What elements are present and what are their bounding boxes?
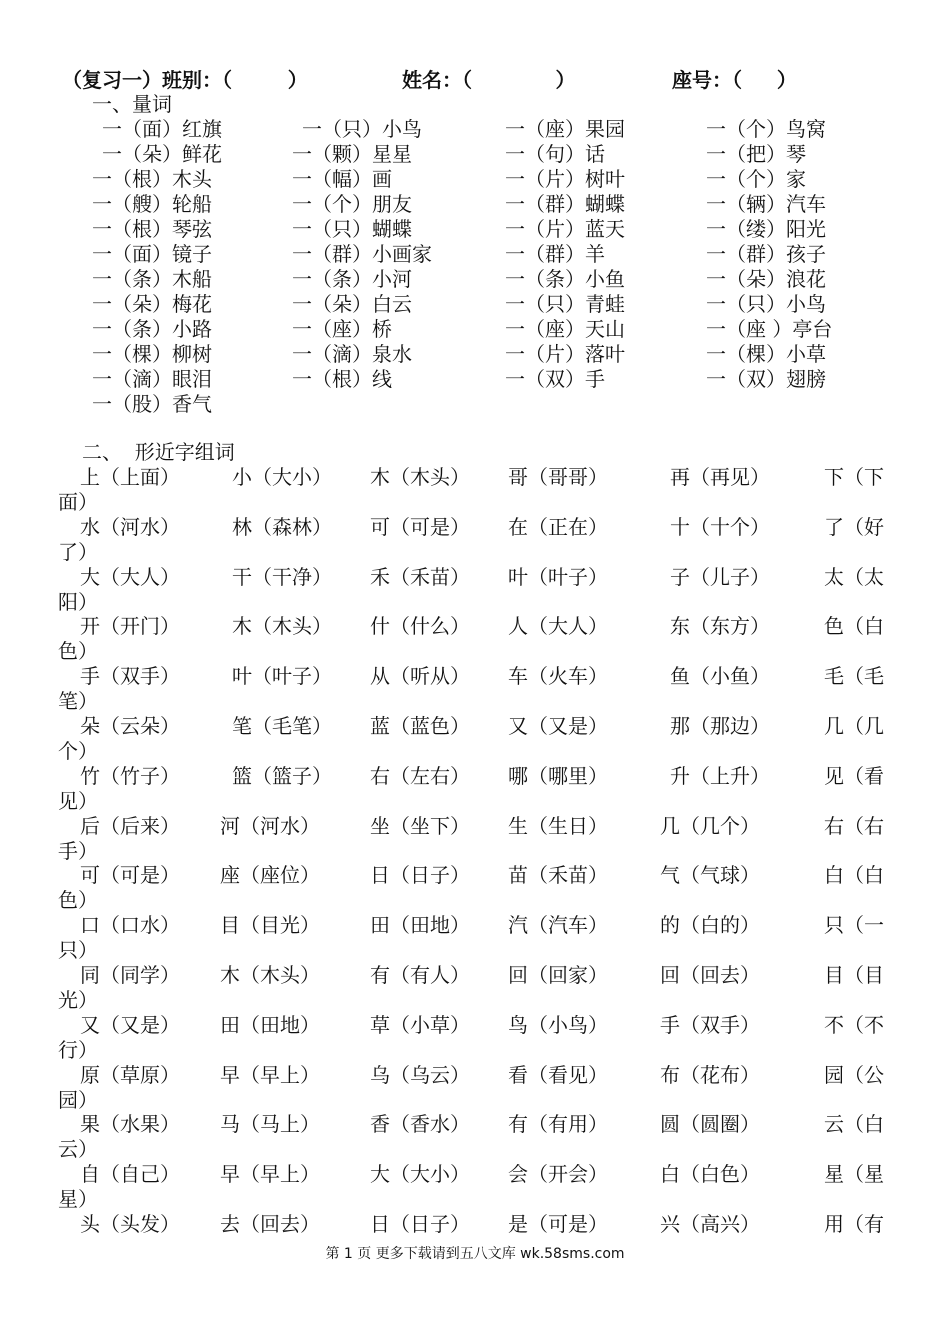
similar-char-row bbox=[0, 1112, 950, 1162]
similar-char-row bbox=[0, 565, 950, 615]
similar-char-item: 鱼（小鱼） bbox=[670, 664, 770, 688]
measure-word-row bbox=[0, 242, 950, 267]
similar-char-item: 篮（篮子） bbox=[232, 764, 332, 788]
similar-char-row bbox=[0, 1063, 950, 1113]
similar-char-row bbox=[0, 465, 950, 515]
measure-word-item: 一（个）鸟窝 bbox=[706, 117, 826, 141]
similar-char-item: 目（目 bbox=[824, 963, 884, 987]
similar-char-item: 有（有用） bbox=[508, 1112, 608, 1136]
similar-char-item: 那（那边） bbox=[670, 714, 770, 738]
measure-word-item: 一（片）落叶 bbox=[505, 342, 625, 366]
similar-char-item: 木（木头） bbox=[220, 963, 320, 987]
similar-char-item: 下（下 bbox=[824, 465, 884, 489]
measure-word-row bbox=[0, 317, 950, 342]
similar-char-item: 右（左右） bbox=[370, 764, 470, 788]
measure-word-row bbox=[0, 342, 950, 367]
similar-char-item: 大（大人） bbox=[80, 565, 180, 589]
measure-word-item: 一（滴）眼泪 bbox=[92, 367, 212, 391]
measure-word-item: 一（棵）小草 bbox=[706, 342, 826, 366]
similar-char-item: 座（座位） bbox=[220, 863, 320, 887]
measure-word-item: 一（双）翅膀 bbox=[706, 367, 826, 391]
measure-word-item: 一（片）树叶 bbox=[505, 167, 625, 191]
similar-char-item: 鸟（小鸟） bbox=[508, 1013, 608, 1037]
measure-word-item: 一（只）蝴蝶 bbox=[292, 217, 412, 241]
similar-char-wrap: 行） bbox=[58, 1038, 98, 1062]
similar-char-item: 马（马上） bbox=[220, 1112, 320, 1136]
name-field: 姓名：（ ） bbox=[402, 68, 576, 92]
measure-word-item: 一（面）镜子 bbox=[92, 242, 212, 266]
measure-word-item: 一（只）小鸟 bbox=[706, 292, 826, 316]
similar-char-item: 有（有人） bbox=[370, 963, 470, 987]
section-similar-chars-title: 二、 形近字组词 bbox=[82, 440, 235, 464]
measure-word-item: 一（根）木头 bbox=[92, 167, 212, 191]
measure-word-item: 一（朵）白云 bbox=[292, 292, 412, 316]
similar-char-item: 笔（毛笔） bbox=[232, 714, 332, 738]
similar-char-item: 用（有 bbox=[824, 1212, 884, 1236]
similar-char-item: 禾（禾苗） bbox=[370, 565, 470, 589]
similar-char-item: 又（又是） bbox=[508, 714, 608, 738]
similar-char-item: 星（星 bbox=[824, 1162, 884, 1186]
measure-word-row bbox=[0, 192, 950, 217]
similar-char-wrap: 手） bbox=[58, 839, 98, 863]
similar-char-item: 子（儿子） bbox=[670, 565, 770, 589]
similar-char-item: 气（气球） bbox=[660, 863, 760, 887]
similar-char-item: 香（香水） bbox=[370, 1112, 470, 1136]
similar-char-item: 只（一 bbox=[824, 913, 884, 937]
worksheet-header bbox=[62, 66, 797, 94]
similar-char-item: 回（回家） bbox=[508, 963, 608, 987]
similar-char-item: 园（公 bbox=[824, 1063, 884, 1087]
measure-word-item: 一（缕）阳光 bbox=[706, 217, 826, 241]
similar-char-wrap: 光） bbox=[58, 988, 98, 1012]
measure-word-item: 一（根）琴弦 bbox=[92, 217, 212, 241]
similar-char-item: 口（口水） bbox=[80, 913, 180, 937]
measure-word-row bbox=[0, 142, 950, 167]
measure-word-item: 一（条）木船 bbox=[92, 267, 212, 291]
similar-char-wrap: 色） bbox=[58, 888, 98, 912]
similar-char-item: 的（白的） bbox=[660, 913, 760, 937]
similar-char-item: 日（日子） bbox=[370, 863, 470, 887]
similar-char-item: 大（大小） bbox=[370, 1162, 470, 1186]
measure-word-item: 一（座）天山 bbox=[505, 317, 625, 341]
similar-char-item: 上（上面） bbox=[80, 465, 180, 489]
measure-word-item: 一（根）线 bbox=[292, 367, 392, 391]
similar-char-item: 日（日子） bbox=[370, 1212, 470, 1236]
similar-char-item: 后（后来） bbox=[80, 814, 180, 838]
measure-word-item: 一（群）蝴蝶 bbox=[505, 192, 625, 216]
similar-char-item: 从（听从） bbox=[370, 664, 470, 688]
measure-word-item: 一（只）青蛙 bbox=[505, 292, 625, 316]
measure-word-item: 一（座）桥 bbox=[292, 317, 392, 341]
similar-char-item: 早（早上） bbox=[220, 1063, 320, 1087]
measure-word-item: 一（朵）浪花 bbox=[706, 267, 826, 291]
similar-char-item: 木（木头） bbox=[370, 465, 470, 489]
similar-char-item: 哥（哥哥） bbox=[508, 465, 608, 489]
similar-char-wrap: 了） bbox=[58, 540, 98, 564]
measure-word-item: 一（棵）柳树 bbox=[92, 342, 212, 366]
similar-char-item: 布（花布） bbox=[660, 1063, 760, 1087]
measure-word-item: 一（群）孩子 bbox=[706, 242, 826, 266]
measure-word-item: 一（群）羊 bbox=[505, 242, 605, 266]
measure-word-item: 一（条）小河 bbox=[292, 267, 412, 291]
measure-word-item: 一（个）朋友 bbox=[292, 192, 412, 216]
similar-char-item: 看（看见） bbox=[508, 1063, 608, 1087]
similar-char-item: 兴（高兴） bbox=[660, 1212, 760, 1236]
similar-char-wrap: 面） bbox=[58, 490, 98, 514]
similar-char-item: 朵（云朵） bbox=[80, 714, 180, 738]
measure-word-item: 一（个）家 bbox=[706, 167, 806, 191]
measure-word-item: 一（辆）汽车 bbox=[706, 192, 826, 216]
similar-char-item: 竹（竹子） bbox=[80, 764, 180, 788]
similar-char-item: 哪（哪里） bbox=[508, 764, 608, 788]
similar-char-item: 毛（毛 bbox=[824, 664, 884, 688]
similar-char-row bbox=[0, 614, 950, 664]
measure-word-item: 一（朵）鲜花 bbox=[102, 142, 222, 166]
similar-char-item: 水（河水） bbox=[80, 515, 180, 539]
seat-field: 座号：（ ） bbox=[672, 68, 797, 92]
measure-word-item: 一（艘）轮船 bbox=[92, 192, 212, 216]
similar-char-row bbox=[0, 515, 950, 565]
similar-char-item: 果（水果） bbox=[80, 1112, 180, 1136]
measure-word-item: 一（群）小画家 bbox=[292, 242, 432, 266]
similar-char-item: 叶（叶子） bbox=[508, 565, 608, 589]
similar-char-item: 开（开门） bbox=[80, 614, 180, 638]
similar-char-item: 在（正在） bbox=[508, 515, 608, 539]
similar-char-item: 可（可是） bbox=[370, 515, 470, 539]
similar-char-item: 再（再见） bbox=[670, 465, 770, 489]
measure-word-row bbox=[0, 367, 950, 392]
similar-char-item: 色（白 bbox=[824, 614, 884, 638]
similar-char-item: 原（草原） bbox=[80, 1063, 180, 1087]
page-footer: 第 1 页 更多下载请到五八文库 wk.58sms.com bbox=[325, 1246, 625, 1262]
similar-char-row bbox=[0, 1162, 950, 1212]
similar-char-item: 叶（叶子） bbox=[232, 664, 332, 688]
measure-word-item: 一（句）话 bbox=[505, 142, 605, 166]
similar-char-row bbox=[0, 664, 950, 714]
measure-word-item: 一（座）果园 bbox=[505, 117, 625, 141]
similar-char-wrap: 个） bbox=[58, 739, 98, 763]
similar-char-item: 了（好 bbox=[824, 515, 884, 539]
measure-word-row bbox=[0, 267, 950, 292]
measure-word-item: 一（座 ）亭台 bbox=[706, 317, 833, 341]
similar-char-item: 什（什么） bbox=[370, 614, 470, 638]
similar-char-item: 几（几 bbox=[824, 714, 884, 738]
similar-char-item: 又（又是） bbox=[80, 1013, 180, 1037]
similar-char-item: 云（白 bbox=[824, 1112, 884, 1136]
similar-char-wrap: 阳） bbox=[58, 590, 98, 614]
section-measure-words-title: 一、量词 bbox=[92, 92, 172, 116]
measure-word-item: 一（条）小路 bbox=[92, 317, 212, 341]
similar-char-row bbox=[0, 863, 950, 913]
measure-word-row bbox=[0, 292, 950, 317]
measure-word-item: 一（条）小鱼 bbox=[505, 267, 625, 291]
measure-word-item: 一（幅）画 bbox=[292, 167, 392, 191]
measure-word-item: 一（股）香气 bbox=[92, 392, 212, 416]
similar-char-item: 是（可是） bbox=[508, 1212, 608, 1236]
similar-char-row bbox=[0, 814, 950, 864]
similar-char-item: 苗（禾苗） bbox=[508, 863, 608, 887]
similar-char-item: 坐（坐下） bbox=[370, 814, 470, 838]
measure-word-row bbox=[0, 167, 950, 192]
similar-char-item: 白（白色） bbox=[660, 1162, 760, 1186]
similar-char-item: 干（干净） bbox=[232, 565, 332, 589]
similar-char-item: 东（东方） bbox=[670, 614, 770, 638]
similar-char-wrap: 色） bbox=[58, 639, 98, 663]
similar-char-item: 草（小草） bbox=[370, 1013, 470, 1037]
similar-char-item: 田（田地） bbox=[370, 913, 470, 937]
similar-char-row bbox=[0, 764, 950, 814]
similar-char-item: 可（可是） bbox=[80, 863, 180, 887]
similar-char-item: 小（大小） bbox=[232, 465, 332, 489]
measure-word-item: 一（面）红旗 bbox=[102, 117, 222, 141]
similar-char-item: 升（上升） bbox=[670, 764, 770, 788]
similar-char-item: 乌（乌云） bbox=[370, 1063, 470, 1087]
similar-char-item: 河（河水） bbox=[220, 814, 320, 838]
similar-char-item: 自（自己） bbox=[80, 1162, 180, 1186]
similar-char-item: 圆（圆圈） bbox=[660, 1112, 760, 1136]
measure-word-item: 一（把）琴 bbox=[706, 142, 806, 166]
similar-char-item: 同（同学） bbox=[80, 963, 180, 987]
similar-char-item: 蓝（蓝色） bbox=[370, 714, 470, 738]
class-field: （复习一）班别：（ ） bbox=[62, 68, 308, 92]
similar-char-item: 去（回去） bbox=[220, 1212, 320, 1236]
similar-char-item: 木（木头） bbox=[232, 614, 332, 638]
measure-word-item: 一（只）小鸟 bbox=[302, 117, 422, 141]
similar-char-row bbox=[0, 963, 950, 1013]
similar-char-item: 人（大人） bbox=[508, 614, 608, 638]
similar-char-wrap: 只） bbox=[58, 938, 98, 962]
measure-word-item: 一（朵）梅花 bbox=[92, 292, 212, 316]
measure-word-row bbox=[0, 217, 950, 242]
measure-word-row bbox=[0, 117, 950, 142]
similar-char-item: 十（十个） bbox=[670, 515, 770, 539]
similar-char-item: 太（太 bbox=[824, 565, 884, 589]
similar-char-row bbox=[0, 714, 950, 764]
measure-word-item: 一（片）蓝天 bbox=[505, 217, 625, 241]
similar-char-wrap: 笔） bbox=[58, 689, 98, 713]
similar-char-item: 田（田地） bbox=[220, 1013, 320, 1037]
similar-char-row bbox=[0, 913, 950, 963]
measure-word-item: 一（双）手 bbox=[505, 367, 605, 391]
similar-char-wrap: 园） bbox=[58, 1088, 98, 1112]
similar-char-item: 几（几个） bbox=[660, 814, 760, 838]
similar-char-wrap: 云） bbox=[58, 1137, 98, 1161]
measure-word-row bbox=[0, 392, 950, 417]
similar-char-item: 早（早上） bbox=[220, 1162, 320, 1186]
similar-char-wrap: 星） bbox=[58, 1187, 98, 1211]
similar-char-item: 生（生日） bbox=[508, 814, 608, 838]
similar-char-item: 目（目光） bbox=[220, 913, 320, 937]
similar-char-row bbox=[0, 1013, 950, 1063]
similar-char-item: 手（双手） bbox=[80, 664, 180, 688]
similar-char-item: 回（回去） bbox=[660, 963, 760, 987]
measure-word-item: 一（滴）泉水 bbox=[292, 342, 412, 366]
similar-char-item: 汽（汽车） bbox=[508, 913, 608, 937]
similar-char-item: 白（白 bbox=[824, 863, 884, 887]
similar-char-item: 车（火车） bbox=[508, 664, 608, 688]
similar-char-item: 手（双手） bbox=[660, 1013, 760, 1037]
similar-char-wrap: 见） bbox=[58, 789, 98, 813]
similar-char-item: 见（看 bbox=[824, 764, 884, 788]
measure-word-item: 一（颗）星星 bbox=[292, 142, 412, 166]
similar-char-item: 不（不 bbox=[824, 1013, 884, 1037]
similar-char-item: 头（头发） bbox=[80, 1212, 180, 1236]
similar-char-item: 林（森林） bbox=[232, 515, 332, 539]
similar-char-item: 右（右 bbox=[824, 814, 884, 838]
similar-char-item: 会（开会） bbox=[508, 1162, 608, 1186]
